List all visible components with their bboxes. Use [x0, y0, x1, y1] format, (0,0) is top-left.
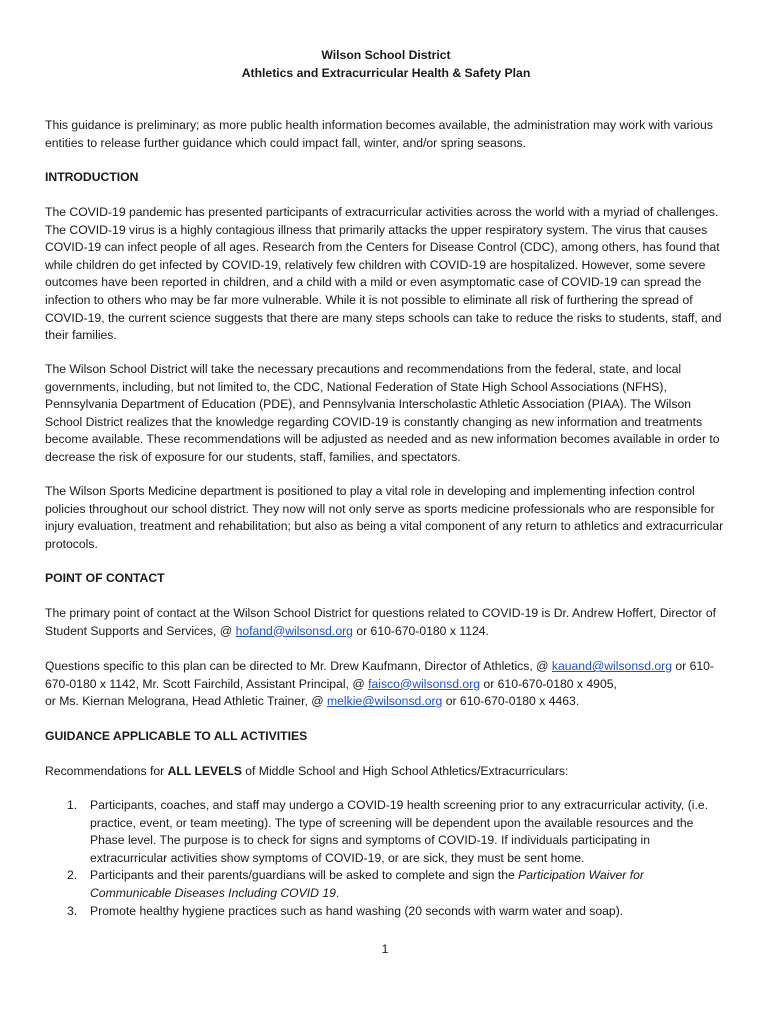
plan-questions-paragraph — [45, 658, 727, 711]
list-item — [45, 867, 727, 902]
introduction-paragraph-3: The Wilson Sports Medicine department is positioned to play a vital role in developing and implementing infection control policies throughout our school district. They now will not only serve as sports medicine professionals who are responsible for injury evaluation, treatment and rehabilitation; but also as being a vital component of any return to athletics and extracurricular protocols. — [45, 484, 724, 551]
page-number: 1 — [381, 942, 389, 956]
list-item-number: 3. — [67, 903, 78, 918]
all-levels-emphasis: ALL LEVELS — [167, 764, 242, 778]
recommendations-text-end: of Middle School and High School Athletics/Extracurriculars: — [241, 764, 569, 778]
athletic-trainer-phone: or 610-670-0180 x 4463. — [442, 694, 580, 709]
athletics-director-text: Questions specific to this plan can be directed to Mr. Drew Kaufmann, Director of Athletics, @ — [45, 659, 552, 673]
list-item-number: 1. — [67, 798, 78, 812]
assistant-principal-phone: or 610-670-0180 x 4905, — [480, 676, 617, 691]
primary-contact-text: The primary point of contact at the Wilson School District for questions related to COVID-19 is Dr. Andrew Hoffert, Director of Student Supports and Services, @ — [45, 606, 717, 638]
plan-title: Athletics and Extracurricular Health & Safety Plan — [241, 66, 531, 80]
org-title: Wilson School District — [321, 48, 451, 62]
athletic-trainer-email-link[interactable]: melkie@wilsonsd.org — [326, 694, 443, 709]
guidance-heading: GUIDANCE APPLICABLE TO ALL ACTIVITIES — [45, 729, 308, 743]
athletic-trainer-text: or Ms. Kiernan Melograna, Head Athletic Trainer, @ — [45, 694, 327, 709]
introduction-heading: INTRODUCTION — [45, 170, 139, 184]
guidance-list — [45, 797, 727, 920]
assistant-principal-email-link[interactable]: faisco@wilsonsd.org — [368, 676, 481, 691]
list-item-text: Promote healthy hygiene practices such as hand washing (20 seconds with warm water and soap). — [90, 903, 624, 918]
primary-contact-email-link[interactable]: hofand@wilsonsd.org — [235, 623, 353, 638]
list-item-text: Participants, coaches, and staff may undergo a COVID-19 health screening prior to any extracurricular activity, (i.e. practice, event, or team meeting). The type of screening will be dependent upon the available resources and the Phase level. The purpose is to check for signs and symptoms of COVID-19. If individuals participating in extracurricular activities show symptoms of COVID-19, or are sick, they must be sent home. — [90, 798, 709, 865]
waiver-title: Participation Waiver for Communicable Diseases Including COVID 19 — [90, 868, 644, 900]
list-item — [45, 903, 727, 921]
recommendations-intro — [45, 763, 727, 781]
recommendations-text: Recommendations for — [45, 764, 168, 778]
athletics-director-email-link[interactable]: kauand@wilsonsd.org — [551, 659, 672, 673]
introduction-paragraph-2: The Wilson School District will take the necessary precautions and recommendations from the federal, state, and local governments, including, but not limited to, the CDC, National Federation of State High School Associations (NFHS), Pennsylvania Department of Education (PDE), and Pennsylvania Interscholastic Athletic Association (PIAA). The Wilson School District realizes that the knowledge regarding COVID-19 is constantly changing as new information and treatments become available. These recommendations will be adjusted as needed and as new information becomes available in order to decrease the risk of exposure for our students, staff, families, and spectators. — [45, 362, 720, 464]
primary-contact-phone: or 610-670-0180 x 1124. — [352, 623, 489, 638]
primary-contact-paragraph — [45, 605, 727, 640]
assistant-principal-text: or 610-670-0180 x 1142, Mr. Scott Fairchild, Assistant Principal, @ — [45, 659, 714, 691]
contact-heading: POINT OF CONTACT — [45, 571, 165, 585]
list-item — [45, 797, 727, 867]
list-item-text: Participants and their parents/guardians will be asked to complete and sign the — [90, 868, 519, 883]
intro-note: This guidance is preliminary; as more public health information becomes available, the administration may work with various entities to release further guidance which could impact fall, winter, and/or spring seasons. — [45, 118, 713, 150]
introduction-paragraph-1: The COVID-19 pandemic has presented participants of extracurricular activities across the world with a myriad of challenges. The COVID-19 virus is a highly contagious illness that primarily attacks the upper respiratory system. The virus that causes COVID-19 can infect people of all ages. Research from the Centers for Disease Control (CDC), among others, has found that while children do get infected by COVID-19, relatively few children with COVID-19 are hospitalized. However, some severe outcomes have been reported in children, and a child with a mild or even asymptomatic case of COVID-19 can spread the infection to others who may be far more vulnerable. While it is not possible to eliminate all risk of furthering the spread of COVID-19, the current science suggests that there are many steps schools can take to reduce the risks to students, staff, and their families. — [45, 205, 722, 343]
list-item-number: 2. — [67, 868, 78, 883]
list-item-text-end: . — [335, 885, 340, 900]
